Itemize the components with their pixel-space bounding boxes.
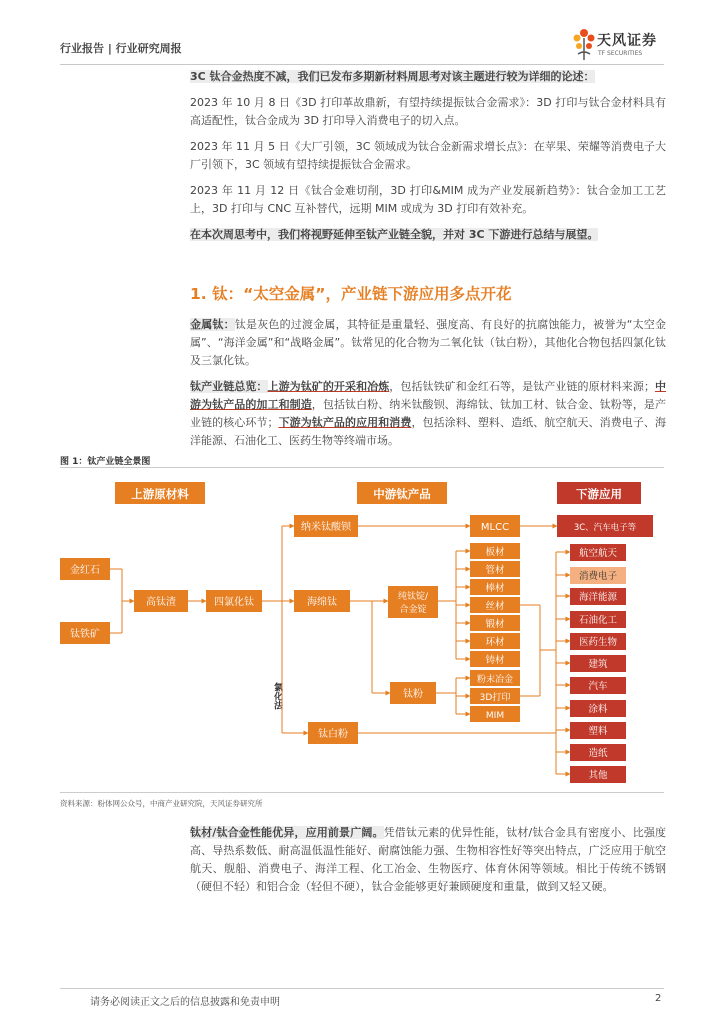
application-item: 石油化工 bbox=[578, 615, 618, 626]
logo-cn-text: 天风证券 bbox=[597, 33, 657, 49]
intro-paragraph-3: 2023 年 11 月 12 日《钛合金难切削，3D 打印&MIM 成为产业发展新趋势》：钛合金加工工艺上，3D 打印与 CNC 互补替代，远期 MIM 或成为 3D 打印有效补充。 bbox=[190, 184, 666, 215]
section1-body bbox=[190, 316, 666, 450]
header-downstream-label: 下游应用 bbox=[576, 487, 622, 501]
svg-text:3C、汽车电子等: 3C、汽车电子等 bbox=[573, 523, 637, 533]
section-title: 1. 钛：“太空金属”，产业链下游应用多点开花 bbox=[190, 285, 512, 303]
application-item: 涂料 bbox=[588, 704, 608, 715]
application-item: 建筑 bbox=[588, 659, 608, 670]
report-category: 行业报告 | 行业研究周报 bbox=[60, 42, 182, 55]
svg-text:纯钛锭/: 纯钛锭/ bbox=[397, 592, 429, 602]
header-midstream-label: 中游钛产品 bbox=[373, 487, 431, 501]
svg-text:合金锭: 合金锭 bbox=[399, 605, 427, 615]
metal-titanium-paragraph: 金属钛：钛是灰色的过渡金属，其特征是重量轻、强度高、有良好的抗腐蚀能力，被誉为“太空金属”、“海洋金属”和“战略金属”。钛常见的化合物为二氧化钛（钛白粉），其他化合物包括四氯化钛及三氯化钛。 bbox=[190, 318, 666, 367]
application-item: 造纸 bbox=[588, 748, 608, 759]
material-item: 棒材 bbox=[485, 583, 505, 594]
intro-closing: 在本次周思考中，我们将视野延伸至钛产业链全貌，并对 3C 下游进行总结与展望。 bbox=[190, 228, 599, 241]
node-high-ti-slag bbox=[134, 590, 188, 612]
application-item: 海洋能源 bbox=[578, 592, 618, 603]
svg-text:四氯化钛: 四氯化钛 bbox=[214, 597, 254, 608]
svg-text:纯钛锭/合金锭: 纯钛锭/合金锭 bbox=[413, 470, 420, 471]
intro-paragraph-2: 2023 年 11 月 5 日《大厂引领，3C 领域成为钛合金新需求增长点》：在苹果、荣耀等消费电子大厂引领下，3C 领域有望持续提振钛合金需求。 bbox=[190, 140, 666, 171]
footer-divider bbox=[60, 988, 664, 989]
material-item: 环材 bbox=[485, 637, 505, 648]
application-item: 汽车 bbox=[588, 681, 608, 692]
node-ticl4 bbox=[206, 590, 262, 612]
company-logo bbox=[571, 26, 671, 62]
header-divider bbox=[60, 64, 664, 65]
node-sponge-ti bbox=[294, 590, 350, 612]
process-item: MIM bbox=[485, 711, 505, 721]
material-item: 板材 bbox=[485, 547, 505, 558]
figure-top-rule bbox=[60, 467, 664, 468]
svg-text:金红石: 金红石 bbox=[70, 565, 100, 576]
header-upstream-label: 上游原材料 bbox=[131, 487, 189, 501]
header-midstream bbox=[357, 482, 447, 504]
svg-text:钛白粉: 钛白粉 bbox=[318, 729, 348, 740]
application-item: 塑料 bbox=[588, 726, 608, 737]
figure-bottom-rule bbox=[60, 792, 664, 793]
figure-source: 资料来源：粉体网公众号，中商产业研究院，天风证券研究所 bbox=[60, 799, 263, 808]
application-list bbox=[570, 544, 626, 783]
material-list bbox=[470, 543, 520, 667]
material-item: 丝材 bbox=[485, 601, 505, 612]
node-nano-batio3 bbox=[294, 515, 358, 537]
svg-text:纳米钛酸钡: 纳米钛酸钡 bbox=[301, 522, 351, 533]
application-item: 消费电子 bbox=[578, 571, 618, 582]
node-rutile bbox=[60, 558, 110, 580]
process-item: 粉末冶金 bbox=[476, 675, 514, 685]
material-item: 锻材 bbox=[485, 619, 505, 630]
intro-block bbox=[190, 68, 666, 244]
node-ti-powder bbox=[390, 682, 436, 704]
material-item: 铸材 bbox=[485, 655, 505, 666]
svg-text:MLCC: MLCC bbox=[480, 522, 510, 533]
intro-paragraph-1: 2023 年 10 月 8 日《3D 打印革故鼎新，有望持续提振钛合金需求》：3D 打印与钛合金材料具有高适配性，钛合金成为 3D 打印导入消费电子的切入点。 bbox=[190, 96, 666, 127]
process-list bbox=[470, 670, 520, 722]
footer-disclaimer: 请务必阅读正文之后的信息披露和免责申明 bbox=[90, 997, 280, 1008]
section2-body bbox=[190, 824, 666, 896]
svg-text:钛铁矿: 钛铁矿 bbox=[70, 629, 100, 640]
application-item: 航空航天 bbox=[578, 548, 618, 559]
logo-petal-icon bbox=[571, 26, 597, 62]
node-ti-pigment bbox=[308, 722, 358, 744]
svg-text:高钛渣: 高钛渣 bbox=[146, 597, 176, 608]
performance-paragraph: 钛材/钛合金性能优异，应用前景广阔。凭借钛元素的优异性能，钛材/钛合金具有密度小、比强度高、导热系数低、耐高温低温性能好、耐腐蚀能力强、生物相容性好等突出特点，广泛应用于航空航天、舰船、消费电子、海洋工程、化工冶金、生物医疗、体育休闲等领域。相比于传统不锈钢（硬但不轻）和铝合金（轻但不硬），钛合金能够更好兼顾硬度和重量，做到又轻又硬。 bbox=[190, 826, 666, 893]
logo-en-text: TF SECURITIES bbox=[598, 50, 643, 57]
intro-lead: 3C 钛合金热度不减，我们已发布多期新材料周思考对该主题进行较为详细的论述： bbox=[190, 70, 595, 83]
svg-text:氯化法: 氯化法 bbox=[272, 682, 282, 710]
node-3c-electronics bbox=[557, 515, 653, 537]
application-item: 医药生物 bbox=[578, 637, 618, 648]
node-ilmenite bbox=[60, 622, 110, 644]
figure-title: 图 1：钛产业链全景图 bbox=[60, 457, 151, 467]
svg-text:海绵钛: 海绵钛 bbox=[307, 597, 337, 608]
industry-chain-paragraph: 钛产业链总览：上游为钛矿的开采和冶炼，包括钛铁矿和金红石等，是钛产业链的原材料来源；中游为钛产品的加工和制造，包括钛白粉、纳米钛酸钡、海绵钛、钛加工材、钛合金、钛粉等，是产业链的核心环节；下游为钛产品的应用和消费，包括涂料、塑料、造纸、航空航天、消费电子、海洋能源、石油化工、医药生物等终端市场。 bbox=[190, 380, 667, 447]
material-item: 管材 bbox=[485, 565, 505, 576]
header-upstream bbox=[115, 482, 205, 504]
industry-chain-diagram bbox=[60, 470, 664, 790]
application-item: 其他 bbox=[588, 770, 608, 781]
header-downstream bbox=[557, 482, 641, 504]
node-mlcc bbox=[470, 515, 520, 537]
process-item: 3D打印 bbox=[479, 693, 511, 703]
svg-text:钛粉: 钛粉 bbox=[403, 689, 423, 700]
page-number: 2 bbox=[655, 993, 662, 1004]
